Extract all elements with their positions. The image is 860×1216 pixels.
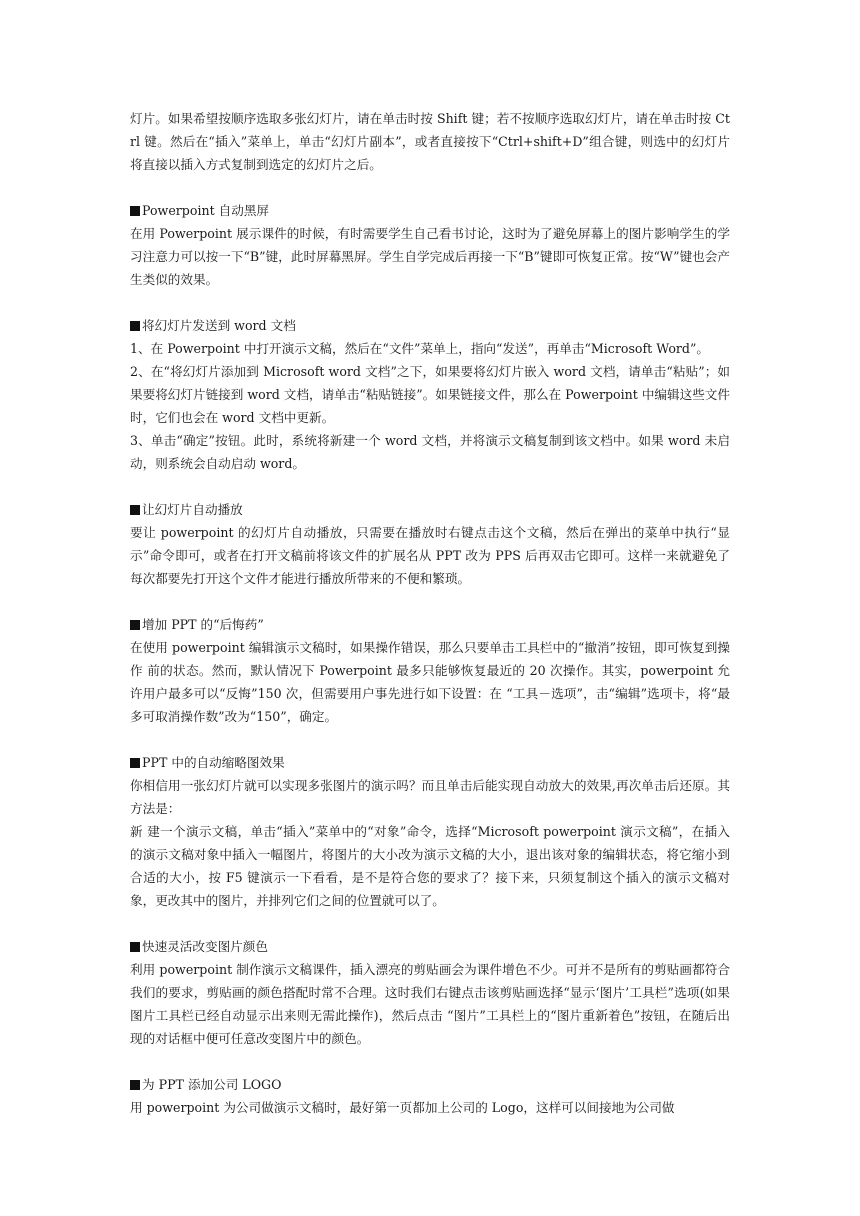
square-bullet-icon [130, 1080, 140, 1090]
square-bullet-icon [130, 505, 140, 515]
section-heading [130, 498, 730, 521]
section-heading-text: 快速灵活改变图片颜色 [142, 939, 268, 954]
section-add-logo [130, 1073, 730, 1119]
square-bullet-icon [130, 942, 140, 952]
section-auto-black-screen [130, 199, 730, 291]
square-bullet-icon [130, 620, 140, 630]
section-heading-text: 为 PPT 添加公司 LOGO [142, 1077, 282, 1092]
section-auto-play [130, 498, 730, 590]
section-heading [130, 935, 730, 958]
section-undo [130, 613, 730, 728]
intro-paragraph: 灯片。如果希望按顺序选取多张幻灯片，请在单击时按 Shift 键；若不按顺序选取幻灯片，请在单击时按 Ctrl 键。然后在“插入”菜单上，单击“幻灯片副本”，或者直接按下“Ctrl+shift+D”组合键，则选中的幻灯片将直接以插入方式复制到选定的幻灯片之后。 [130, 111, 730, 172]
section-paragraph: 利用 powerpoint 制作演示文稿课件，插入漂亮的剪贴画会为课件增色不少。可并不是所有的剪贴画都符合我们的要求，剪贴画的颜色搭配时常不合理。这时我们右键点击该剪贴画选择“显示‘图片’工具栏”选项(如果图片工具栏已经自动显示出来则无需此操作)，然后点击 “图片”工具栏上的“图片重新着色”按钮，在随后出现的对话框中便可任意改变图片中的颜色。 [130, 962, 730, 1046]
section-paragraph: 3、单击“确定”按钮。此时，系统将新建一个 word 文档，并将演示文稿复制到该文档中。如果 word 未启动，则系统会自动启动 word。 [130, 433, 730, 471]
square-bullet-icon [130, 321, 140, 331]
section-heading-text: PPT 中的自动缩略图效果 [142, 755, 285, 770]
section-paragraph: 2、在“将幻灯片添加到 Microsoft word 文档”之下，如果要将幻灯片嵌入 word 文档，请单击“粘贴”；如果要将幻灯片链接到 word 文档，请单击“粘贴链接”。如果链接文件，那么在 Powerpoint 中编辑这些文件时，它们也会在 word 文档中更新。 [130, 364, 730, 425]
section-paragraph: 你相信用一张幻灯片就可以实现多张图片的演示吗？而且单击后能实现自动放大的效果,再次单击后还原。其方法是： [130, 778, 730, 816]
section-recolor-picture [130, 935, 730, 1050]
section-heading-text: 增加 PPT 的“后悔药” [142, 617, 264, 632]
section-paragraph: 在用 Powerpoint 展示课件的时候，有时需要学生自己看书讨论，这时为了避免屏幕上的图片影响学生的学习注意力可以按一下“B”键，此时屏幕黑屏。学生自学完成后再接一下“B”键即可恢复正常。按“W”键也会产生类似的效果。 [130, 226, 730, 287]
section-paragraph: 新 建一个演示文稿，单击“插入”菜单中的“对象”命令，选择“Microsoft powerpoint 演示文稿”，在插入的演示文稿对象中插入一幅图片，将图片的大小改为演示文稿的大小，退出该对象的编辑状态，将它缩小到合适的大小，按 F5 键演示一下看看，是不是符合您的要求了？接下来，只须复制这个插入的演示文稿对象，更改其中的图片，并排列它们之间的位置就可以了。 [130, 824, 730, 908]
section-paragraph: 在使用 powerpoint 编辑演示文稿时，如果操作错误，那么只要单击工具栏中的“撤消”按钮，即可恢复到操作 前的状态。然而，默认情况下 Powerpoint 最多只能够恢复最近的 20 次操作。其实，powerpoint 允许用户最多可以“反悔”150 次，但需要用户事先进行如下设置：在 “工具－选项”，击“编辑”选项卡，将“最多可取消操作数”改为“150”，确定。 [130, 640, 730, 724]
section-heading [130, 199, 730, 222]
document-page [130, 107, 730, 1119]
section-paragraph: 要让 powerpoint 的幻灯片自动播放，只需要在播放时右键点击这个文稿，然后在弹出的菜单中执行“显示”命令即可，或者在打开文稿前将该文件的扩展名从 PPT 改为 PPS 后再双击它即可。这样一来就避免了每次都要先打开这个文件才能进行播放所带来的不便和繁琐。 [130, 525, 730, 586]
section-heading [130, 314, 730, 337]
section-paragraph: 1、在 Powerpoint 中打开演示文稿，然后在“文件”菜单上，指向“发送”，再单击“Microsoft Word”。 [130, 341, 710, 356]
section-paragraph: 用 powerpoint 为公司做演示文稿时，最好第一页都加上公司的 Logo，这样可以间接地为公司做 [130, 1100, 675, 1115]
section-heading-text: 将幻灯片发送到 word 文档 [142, 318, 296, 333]
section-heading [130, 751, 730, 774]
section-send-to-word [130, 314, 730, 475]
section-heading [130, 613, 730, 636]
section-heading-text: 让幻灯片自动播放 [142, 502, 243, 517]
square-bullet-icon [130, 758, 140, 768]
square-bullet-icon [130, 206, 140, 216]
section-heading [130, 1073, 730, 1096]
section-heading-text: Powerpoint 自动黑屏 [142, 203, 270, 218]
section-thumbnail-effect [130, 751, 730, 912]
